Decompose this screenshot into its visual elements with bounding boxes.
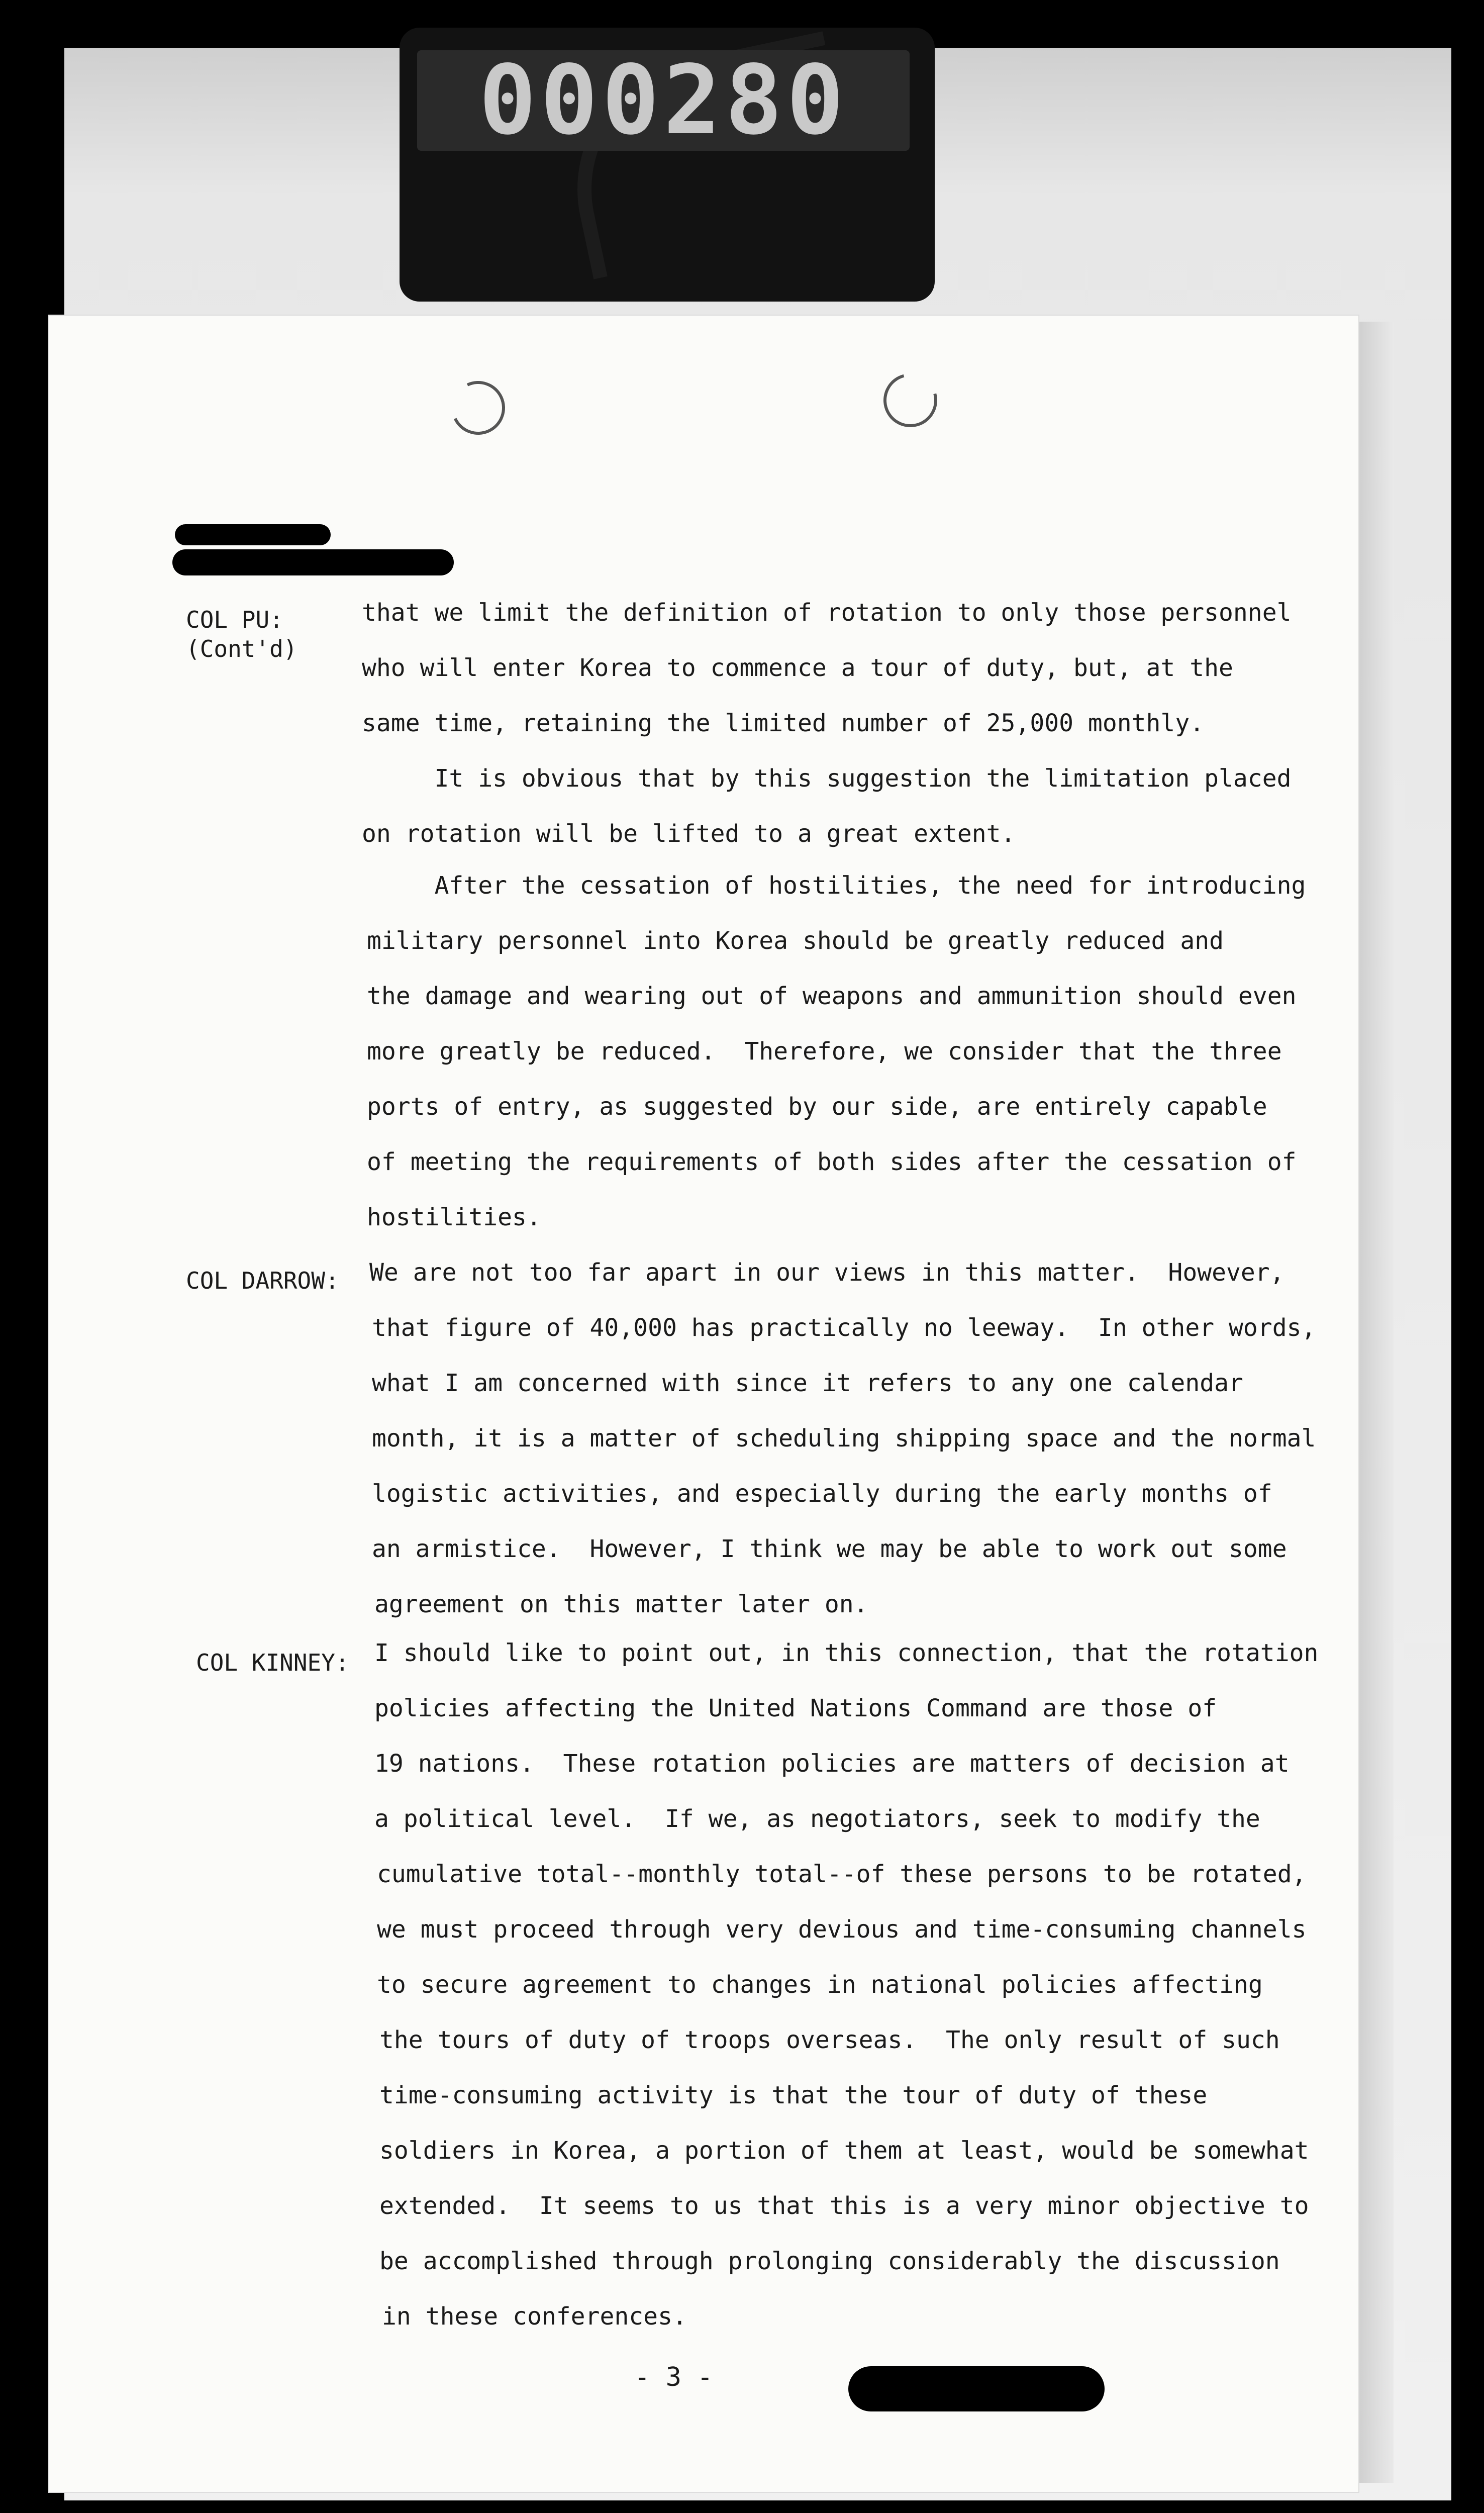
text-line: we must proceed through very devious and time-consuming channels [377,1915,1307,1944]
paper-edge-shadow [1358,322,1394,2483]
speaker-col-pu: COL PU: [186,606,283,633]
text-line: time-consuming activity is that the tour of duty of these [379,2081,1208,2109]
frame-counter-device [400,28,935,302]
page-number: - 3 - [634,2362,713,2392]
text-line: the damage and wearing out of weapons and ammunition should even [367,982,1297,1010]
text-line: of meeting the requirements of both sides after the cessation of [367,1148,1297,1176]
redaction-top-1 [175,524,331,545]
text-line: in these conferences. [382,2302,687,2331]
redaction-top-2 [172,549,454,575]
text-line: month, it is a matter of scheduling shipping space and the normal [372,1424,1316,1453]
text-line: be accomplished through prolonging considerably the discussion [379,2247,1280,2275]
text-line: It is obvious that by this suggestion the limitation placed [362,764,1292,793]
text-line: a political level. If we, as negotiators, seek to modify the [374,1805,1260,1833]
text-line: I should like to point out, in this connection, that the rotation [374,1639,1319,1667]
punch-hole-left [444,373,513,442]
text-line: military personnel into Korea should be greatly reduced and [367,927,1224,955]
text-line: logistic activities, and especially during the early months of [372,1480,1272,1508]
frame-counter: 000280 [417,50,910,151]
text-line: what I am concerned with since it refers to any one calendar [372,1369,1243,1397]
text-line: that figure of 40,000 has practically no leeway. In other words, [372,1314,1316,1342]
text-line: 19 nations. These rotation policies are matters of decision at [374,1750,1290,1778]
speaker-note-contd: (Cont'd) [186,635,298,662]
text-line: more greatly be reduced. Therefore, we consider that the three [367,1037,1282,1066]
text-line: agreement on this matter later on. [374,1590,868,1618]
text-line: After the cessation of hostilities, the need for introducing [362,872,1306,900]
speaker-col-kinney: COL KINNEY: [196,1649,349,1676]
text-line: extended. It seems to us that this is a very minor objective to [379,2192,1309,2220]
text-line: same time, retaining the limited number of 25,000 monthly. [362,709,1205,737]
text-line: an armistice. However, I think we may be able to work out some [372,1535,1287,1563]
text-line: to secure agreement to changes in national policies affecting [377,1971,1263,1999]
text-line: We are not too far apart in our views in this matter. However, [369,1259,1284,1287]
punch-hole-right [873,363,947,437]
redaction-bottom [848,2366,1105,2411]
text-line: who will enter Korea to commence a tour of duty, but, at the [362,654,1233,682]
text-line: hostilities. [367,1203,541,1231]
text-line: cumulative total--monthly total--of these persons to be rotated, [377,1860,1307,1888]
text-line: soldiers in Korea, a portion of them at least, would be somewhat [379,2137,1309,2165]
text-line: policies affecting the United Nations Command are those of [374,1694,1217,1722]
text-line: ports of entry, as suggested by our side, are entirely capable [367,1093,1267,1121]
text-line: the tours of duty of troops overseas. The only result of such [379,2026,1280,2054]
text-line: that we limit the definition of rotation to only those personnel [362,599,1292,627]
speaker-col-darrow: COL DARROW: [186,1267,339,1294]
text-line: on rotation will be lifted to a great extent. [362,820,1016,848]
